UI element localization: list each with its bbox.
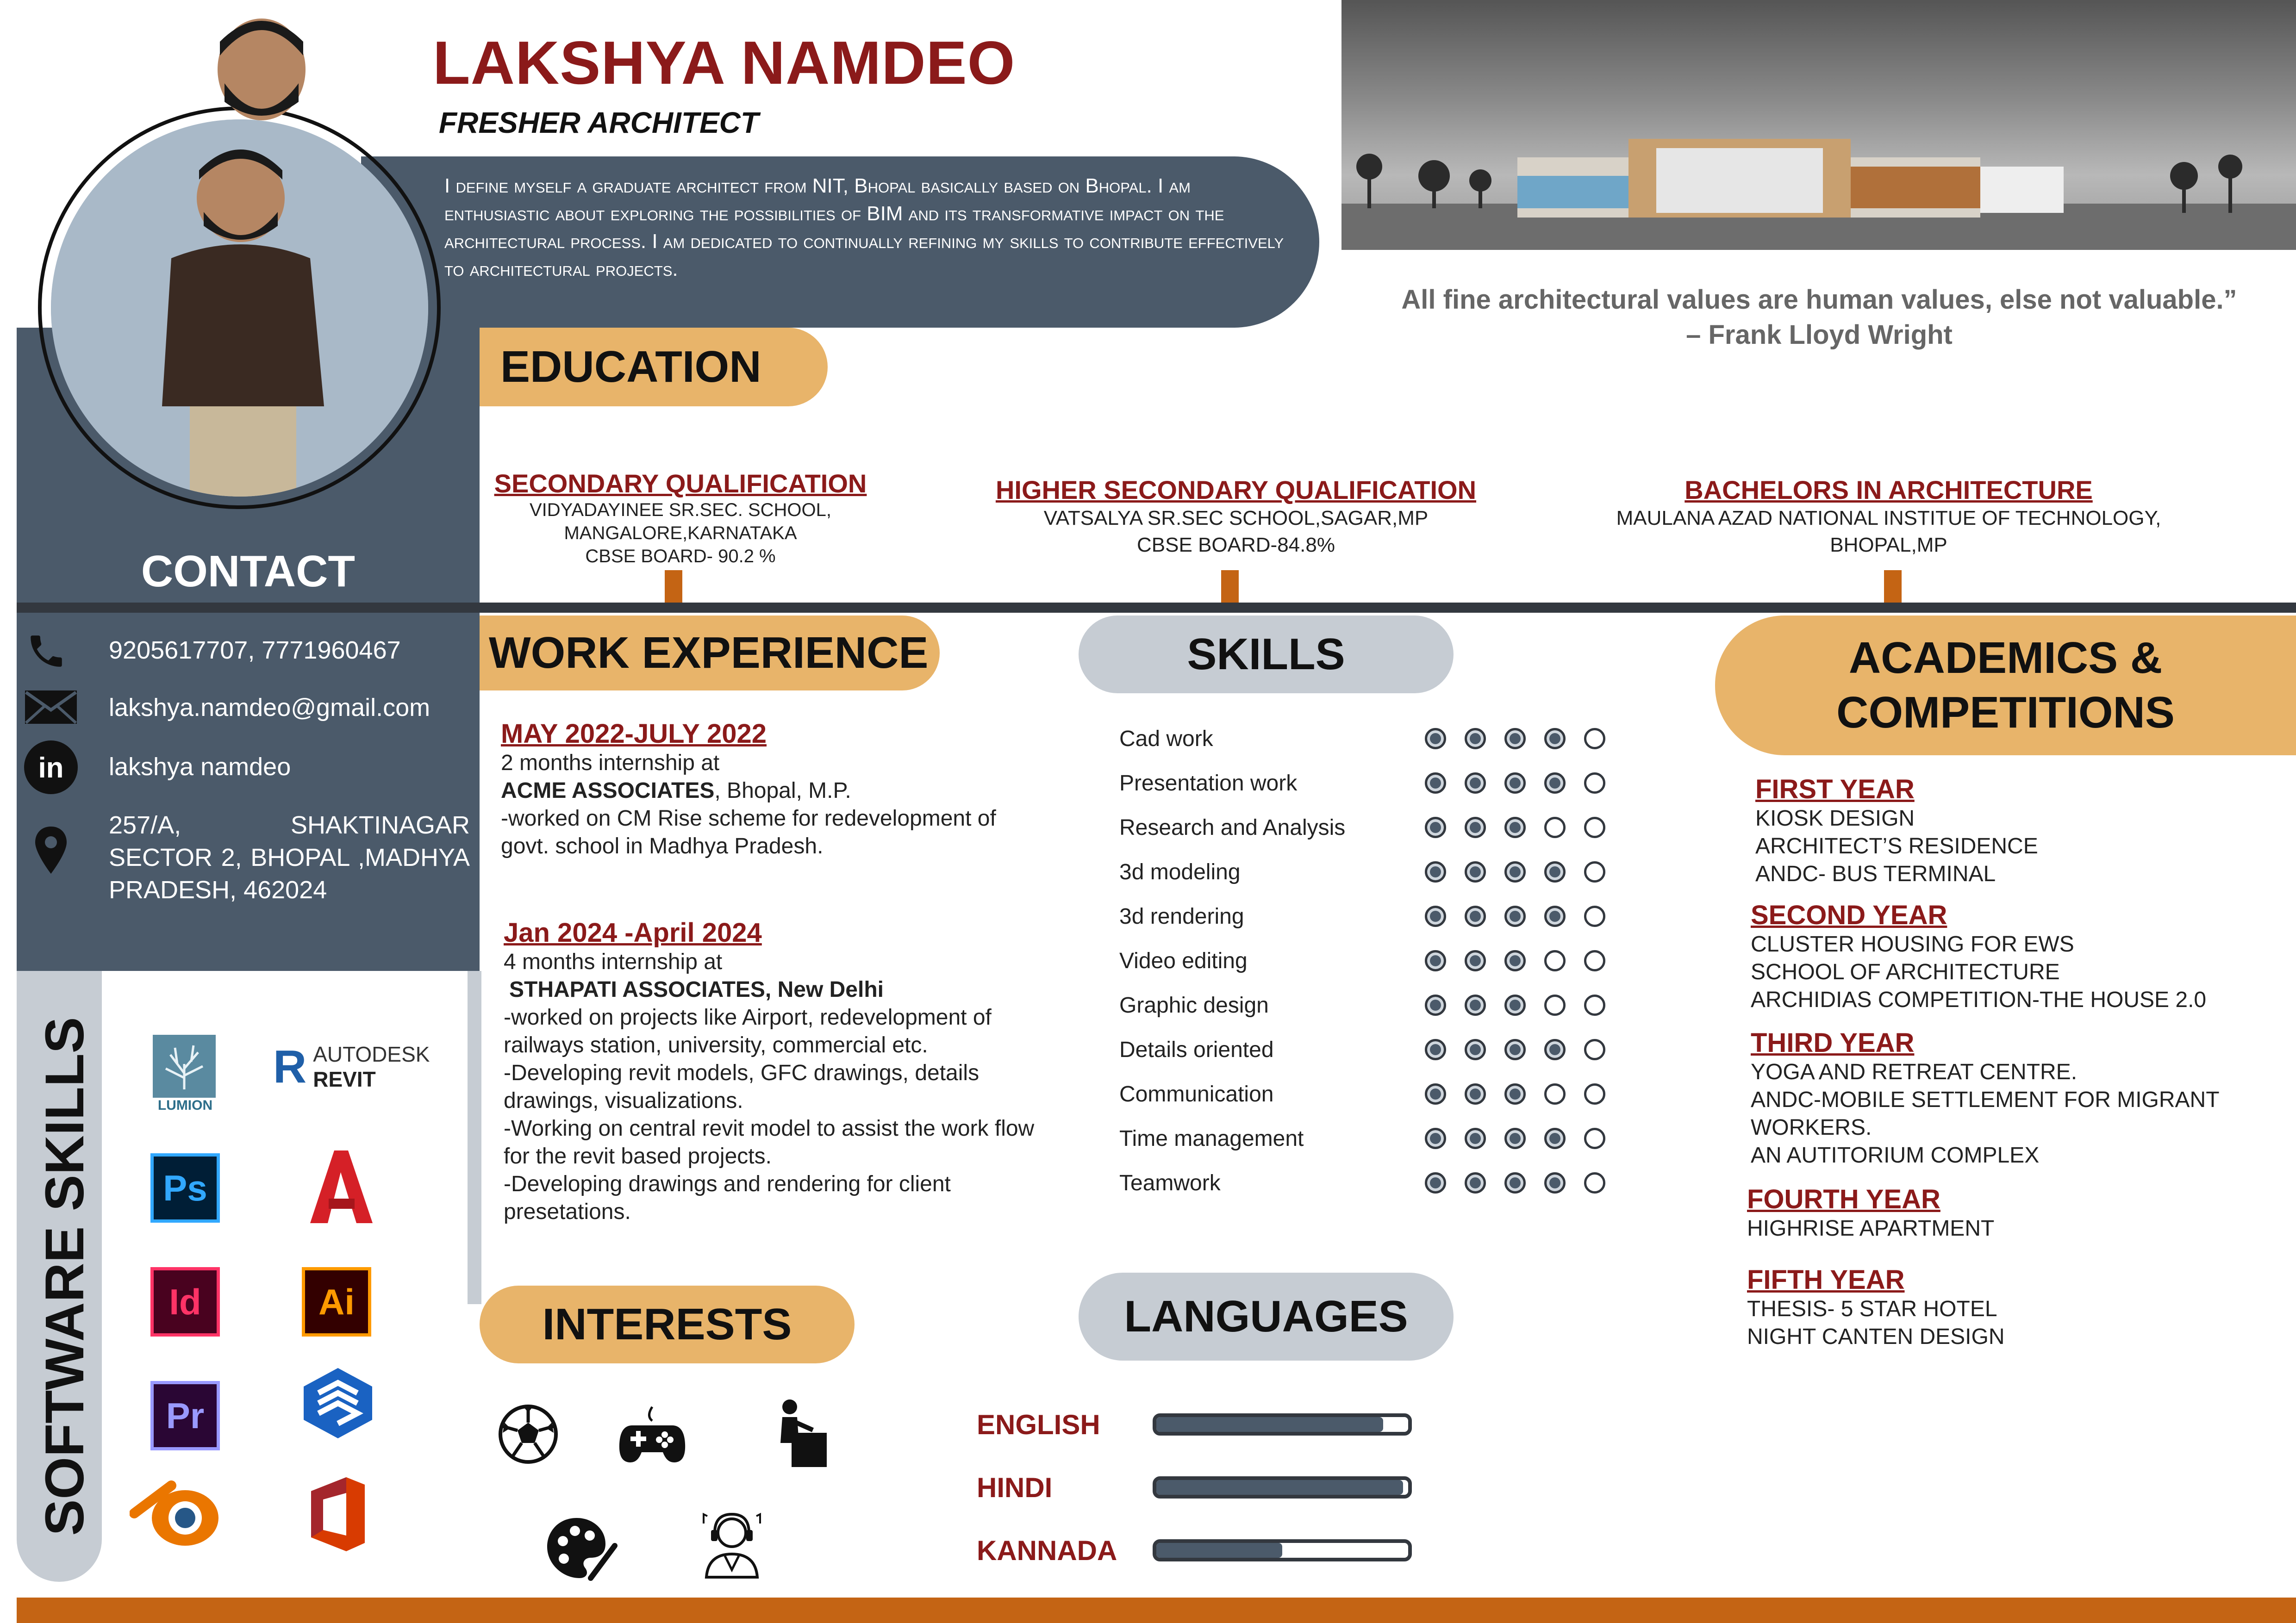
skill-label: Presentation work: [1119, 771, 1298, 796]
skill-row: [1119, 1161, 1638, 1205]
illustrator-logo: Ai: [302, 1267, 371, 1337]
academics-item: ANDC- BUS TERMINAL: [1755, 862, 1996, 886]
languages-title: LANGUAGES: [1079, 1273, 1454, 1361]
footer-bar: [17, 1598, 2296, 1623]
interests-title: INTERESTS: [480, 1286, 855, 1363]
skill-dot-filled: [1504, 861, 1526, 883]
skill-row: [1119, 761, 1638, 805]
skill-row: [1119, 894, 1638, 939]
education-line: VATSALYA SR.SEC SCHOOL,SAGAR,MP: [1043, 507, 1429, 529]
education-line: CBSE BOARD-84.8%: [1137, 534, 1335, 556]
education-line: MANGALORE,KARNATAKA: [564, 523, 797, 543]
skill-dot-filled: [1465, 728, 1486, 749]
academics-year: THIRD YEAR: [1751, 1028, 1915, 1058]
blender-logo: [130, 1472, 222, 1550]
photo-head-overflow: [208, 14, 315, 125]
about-text: I define myself a graduate architect from NIT, Bhopal basically based on Bhopal. I am enthusiastic about exploring the possibilities of BIM and its transformative impact on the architectural process. I am dedicated to continually refining my skills to contribute effectively to architectural projects.: [444, 174, 1284, 280]
education-item-secondary: [481, 468, 880, 568]
skill-dot-empty: [1584, 950, 1605, 971]
language-level-bar: [1153, 1413, 1412, 1436]
contact-linkedin[interactable]: lakshya namdeo: [109, 753, 291, 781]
job-desc: -Working on central revit model to assist the work flow for the revit based projects.: [504, 1116, 1035, 1169]
education-heading: BACHELORS IN ARCHITECTURE: [1685, 475, 2093, 504]
skill-dot-empty: [1584, 1128, 1605, 1149]
contact-address[interactable]: 257/A, SHAKTINAGAR SECTOR 2, BHOPAL ,MADHYA PRADESH, 462024: [109, 811, 470, 904]
phone-icon: [25, 630, 67, 672]
skill-dot-filled: [1465, 950, 1486, 971]
dj-icon: [773, 1397, 829, 1469]
job-line: 2 months internship at: [501, 751, 720, 775]
skill-dot-empty: [1544, 1083, 1566, 1105]
skill-dot-empty: [1584, 817, 1605, 838]
mail-icon: [23, 686, 65, 728]
quote-author: – Frank Lloyd Wright: [1686, 320, 1953, 350]
skill-dot-empty: [1544, 950, 1566, 971]
skill-dot-filled: [1465, 817, 1486, 838]
skill-dot-filled: [1465, 1172, 1486, 1194]
skill-label: Video editing: [1119, 948, 1248, 973]
skill-dot-empty: [1584, 1083, 1605, 1105]
skill-dot-filled: [1504, 1083, 1526, 1105]
academics-item: ARCHIDIAS COMPETITION-THE HOUSE 2.0: [1751, 988, 2207, 1012]
skill-label: Cad work: [1119, 726, 1213, 751]
skill-row: [1119, 939, 1638, 983]
skill-dot-empty: [1584, 995, 1605, 1016]
skill-dot-filled: [1465, 995, 1486, 1016]
skill-dot-filled: [1425, 995, 1446, 1016]
skill-dot-empty: [1584, 728, 1605, 749]
job-company: ACME ASSOCIATES: [501, 778, 715, 803]
skill-dot-empty: [1584, 1172, 1605, 1194]
skill-dot-filled: [1465, 906, 1486, 927]
skill-dot-empty: [1544, 817, 1566, 838]
education-line: MAULANA AZAD NATIONAL INSTITUE OF TECHNOLOGY,: [1616, 507, 2161, 529]
skill-dot-filled: [1504, 906, 1526, 927]
skill-dot-filled: [1504, 728, 1526, 749]
academics-item: CLUSTER HOUSING FOR EWS: [1751, 932, 2074, 957]
skill-dot-empty: [1584, 1039, 1605, 1060]
academics-fifth-year: [1747, 1264, 2279, 1351]
academics-item: HIGHRISE APARTMENT: [1747, 1216, 1995, 1241]
academics-title-line1: ACADEMICS &: [1848, 633, 2163, 683]
skill-dot-filled: [1504, 772, 1526, 794]
skill-label: Communication: [1119, 1082, 1274, 1107]
skill-label: Graphic design: [1119, 993, 1269, 1018]
job-date: Jan 2024 -April 2024: [504, 918, 762, 948]
skill-label: Research and Analysis: [1119, 815, 1346, 840]
skill-label: 3d rendering: [1119, 904, 1244, 929]
education-line: CBSE BOARD- 90.2 %: [585, 546, 776, 566]
revit-label-top: AUTODESK: [313, 1042, 430, 1066]
job-company-line: [501, 777, 1033, 805]
revit-mark: R: [273, 1040, 307, 1093]
timeline-tick: [665, 570, 682, 603]
academics-fourth-year: [1747, 1184, 2279, 1243]
academics-year: FOURTH YEAR: [1747, 1184, 1940, 1214]
skill-dot-filled: [1465, 772, 1486, 794]
education-heading: SECONDARY QUALIFICATION: [494, 469, 867, 498]
academics-item: THESIS- 5 STAR HOTEL: [1747, 1297, 1997, 1321]
skill-dot-filled: [1425, 817, 1446, 838]
job-sthapati: [504, 917, 1036, 1226]
music-listener-icon: [697, 1510, 767, 1579]
skill-label: Teamwork: [1119, 1170, 1221, 1195]
skill-dot-empty: [1584, 861, 1605, 883]
software-skills-title: SOFTWARE SKILLS: [34, 1017, 95, 1536]
job-desc: -Developing drawings and rendering for client presetations.: [504, 1172, 951, 1224]
academics-title-line2: COMPETITIONS: [1836, 688, 2175, 737]
skill-label: Time management: [1119, 1126, 1304, 1151]
language-label: KANNADA: [977, 1535, 1117, 1566]
academics-year: FIFTH YEAR: [1747, 1265, 1905, 1295]
lumion-logo: [153, 1035, 218, 1123]
quote-text: All fine architectural values are human values, else not valuable.”: [1401, 285, 2237, 315]
job-desc: -Developing revit models, GFC drawings, details drawings, visualizations.: [504, 1061, 980, 1113]
revit-logo: [273, 1041, 440, 1092]
education-line: BHOPAL,MP: [1830, 534, 1947, 556]
skill-dot-filled: [1544, 1039, 1566, 1060]
skill-dot-filled: [1425, 1039, 1446, 1060]
skill-dot-filled: [1504, 1172, 1526, 1194]
building-elevation-image: [1341, 0, 2296, 250]
work-experience-title: WORK EXPERIENCE: [480, 616, 940, 690]
skill-dot-empty: [1544, 995, 1566, 1016]
job-line: 4 months internship at: [504, 950, 723, 974]
skill-dot-filled: [1425, 728, 1446, 749]
skill-row: [1119, 716, 1638, 761]
football-icon: [498, 1404, 558, 1464]
skill-row: [1119, 1116, 1638, 1161]
skill-row: [1119, 1027, 1638, 1072]
academics-item: ANDC-MOBILE SETTLEMENT FOR MIGRANT WORKERS.: [1751, 1088, 2219, 1140]
location-pin-icon: [32, 825, 74, 866]
skill-dot-filled: [1544, 906, 1566, 927]
gamepad-icon: [618, 1402, 686, 1467]
skill-dot-filled: [1425, 950, 1446, 971]
skill-dot-filled: [1425, 1172, 1446, 1194]
autocad-logo: [306, 1147, 375, 1225]
skill-dot-filled: [1544, 728, 1566, 749]
skill-dot-filled: [1465, 861, 1486, 883]
academics-third-year: [1751, 1027, 2283, 1169]
language-level-bar: [1153, 1476, 1412, 1499]
skill-label: 3d modeling: [1119, 859, 1241, 884]
skill-dot-filled: [1425, 772, 1446, 794]
education-heading: HIGHER SECONDARY QUALIFICATION: [995, 475, 1477, 504]
language-row: [977, 1519, 1440, 1582]
job-desc: -worked on projects like Airport, redevelopment of railways station, university, commercial etc.: [504, 1005, 992, 1057]
skills-list: [1119, 716, 1638, 1205]
lumion-label: LUMION: [157, 1098, 213, 1113]
timeline-tick: [1221, 570, 1239, 603]
contact-title: CONTACT: [141, 547, 356, 596]
quote: [1342, 282, 2296, 353]
language-level-fill: [1156, 1543, 1282, 1558]
revit-label-bottom: REVIT: [313, 1067, 376, 1091]
job-date: MAY 2022-JULY 2022: [501, 719, 767, 749]
contact-email[interactable]: lakshya.namdeo@gmail.com: [109, 694, 430, 721]
contact-phone[interactable]: 9205617707, 7771960467: [109, 636, 401, 664]
academics-year: SECOND YEAR: [1751, 900, 1947, 930]
job-desc: -worked on CM Rise scheme for redevelopment of govt. school in Madhya Pradesh.: [501, 806, 996, 858]
skill-dot-filled: [1465, 1039, 1486, 1060]
academics-item: AN AUTITORIUM COMPLEX: [1751, 1143, 2040, 1168]
academics-item: ARCHITECT’S RESIDENCE: [1755, 834, 2038, 858]
skill-row: [1119, 850, 1638, 894]
linkedin-icon: [23, 740, 65, 784]
academics-year: FIRST YEAR: [1755, 774, 1915, 804]
sketchup-logo: [300, 1365, 376, 1441]
software-frame-arm: [468, 971, 481, 1304]
skill-row: [1119, 983, 1638, 1027]
academics-second-year: [1751, 900, 2283, 1014]
skill-dot-empty: [1584, 772, 1605, 794]
indesign-logo: Id: [150, 1267, 220, 1337]
education-title: EDUCATION: [480, 328, 828, 406]
person-silhouette-icon: [51, 119, 428, 497]
photoshop-logo: Ps: [150, 1153, 220, 1223]
skill-dot-filled: [1544, 1128, 1566, 1149]
skills-title: SKILLS: [1079, 616, 1454, 693]
skill-dot-filled: [1504, 817, 1526, 838]
premiere-logo: Pr: [150, 1381, 220, 1450]
candidate-role: FRESHER ARCHITECT: [439, 106, 759, 139]
skill-dot-filled: [1504, 950, 1526, 971]
skill-dot-filled: [1544, 861, 1566, 883]
skill-label: Details oriented: [1119, 1037, 1274, 1062]
academics-item: SCHOOL OF ARCHITECTURE: [1751, 960, 2060, 984]
education-line: VIDYADAYINEE SR.SEC. SCHOOL,: [529, 500, 831, 520]
language-label: HINDI: [977, 1472, 1053, 1503]
language-label: ENGLISH: [977, 1409, 1100, 1440]
svg-text:in: in: [38, 752, 64, 784]
timeline-tick: [1884, 570, 1902, 603]
skill-row: [1119, 1072, 1638, 1116]
candidate-name: LAKSHYA NAMDEO: [433, 29, 1016, 97]
academics-title: [1715, 616, 2296, 755]
academics-item: NIGHT CANTEN DESIGN: [1747, 1325, 2005, 1349]
education-item-higher-secondary: [972, 475, 1500, 559]
skill-dot-filled: [1425, 1083, 1446, 1105]
skill-dot-filled: [1544, 772, 1566, 794]
language-level-bar: [1153, 1539, 1412, 1561]
language-row: [977, 1393, 1440, 1456]
timeline-divider: [17, 603, 2296, 613]
skill-dot-filled: [1504, 1128, 1526, 1149]
job-acme: [501, 718, 1033, 860]
language-level-fill: [1156, 1417, 1383, 1432]
skill-dot-filled: [1465, 1128, 1486, 1149]
paint-palette-icon: [544, 1513, 618, 1583]
office-logo: [306, 1474, 370, 1553]
academics-item: YOGA AND RETREAT CENTRE.: [1751, 1060, 2078, 1084]
skill-row: [1119, 805, 1638, 850]
tree-icon: [153, 1035, 216, 1098]
skill-dot-filled: [1544, 1172, 1566, 1194]
academics-first-year: [1755, 774, 2288, 888]
languages-list: [977, 1393, 1440, 1582]
skill-dot-filled: [1465, 1083, 1486, 1105]
education-item-bachelors: [1565, 475, 2213, 559]
skill-dot-filled: [1425, 861, 1446, 883]
skill-dot-filled: [1425, 906, 1446, 927]
job-company: STHAPATI ASSOCIATES, New Delhi: [509, 977, 884, 1002]
skill-dot-filled: [1504, 1039, 1526, 1060]
job-location: , Bhopal, M.P.: [714, 778, 851, 803]
skill-dot-filled: [1425, 1128, 1446, 1149]
language-row: [977, 1456, 1440, 1519]
profile-photo: [51, 119, 428, 497]
language-level-fill: [1156, 1480, 1403, 1495]
skill-dot-filled: [1504, 995, 1526, 1016]
academics-item: KIOSK DESIGN: [1755, 806, 1915, 831]
skill-dot-empty: [1584, 906, 1605, 927]
